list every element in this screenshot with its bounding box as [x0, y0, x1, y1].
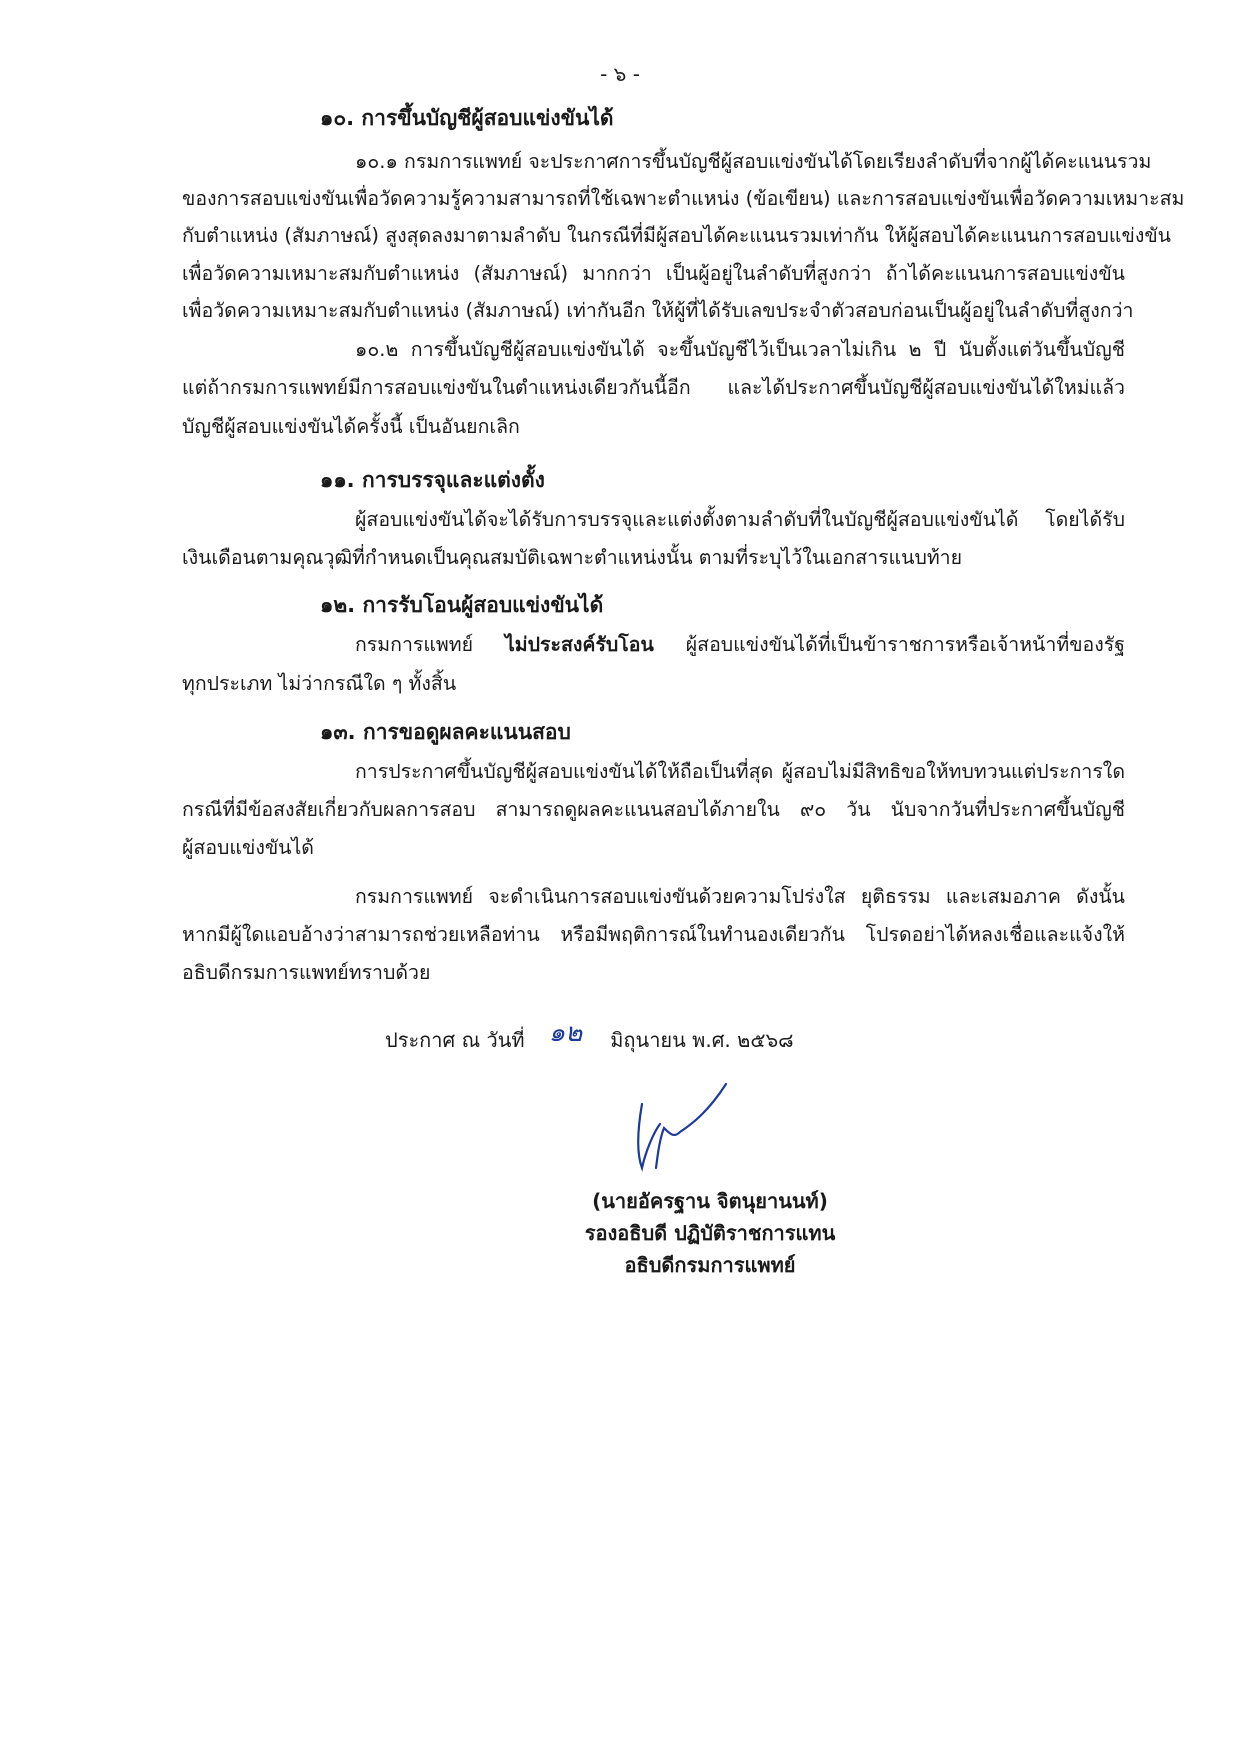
section-12-line-2: ทุกประเภท ไม่ว่ากรณีใด ๆ ทั้งสิ้น — [182, 672, 457, 695]
signer-name: (นายอัครฐาน จิตนุยานนท์) — [592, 1189, 828, 1213]
section-13-line-1: การประกาศขึ้นบัญชีผู้สอบแข่งขันได้ให้ถือเป็นที่สุด ผู้สอบไม่มีสิทธิขอให้ทบทวนแต่ประการใด — [355, 760, 1125, 783]
section-10-line-1: ๑๐.๑ กรมการแพทย์ จะประกาศการขึ้นบัญชีผู้สอบแข่งขันได้โดยเรียงลำดับที่จากผู้ได้คะแนนรวม — [355, 150, 1152, 173]
section-12-line-1 — [355, 629, 1125, 660]
section-13-line-2: กรณีที่มีข้อสงสัยเกี่ยวกับผลการสอบ สามารถดูผลคะแนนสอบได้ภายใน ๙๐ วัน นับจากวันที่ประกาศขึ้นบัญชี — [182, 798, 1125, 821]
closing-line-2: หากมีผู้ใดแอบอ้างว่าสามารถช่วยเหลือท่าน หรือมีพฤติการณ์ในทำนองเดียวกัน โปรดอย่าได้หลงเชื่อและแจ้งให้ — [182, 923, 1125, 946]
section-10-line-6: ๑๐.๒ การขึ้นบัญชีผู้สอบแข่งขันได้ จะขึ้นบัญชีไว้เป็นเวลาไม่เกิน ๒ ปี นับตั้งแต่วันขึ้นบัญชี — [355, 338, 1125, 361]
section-11-line-1: ผู้สอบแข่งขันได้จะได้รับการบรรจุและแต่งตั้งตามลำดับที่ในบัญชีผู้สอบแข่งขันได้ โดยได้รับ — [355, 508, 1125, 531]
section-12-text-b: ผู้สอบแข่งขันได้ที่เป็นข้าราชการหรือเจ้าหน้าที่ของรัฐ — [653, 633, 1125, 656]
signer-title-1: รองอธิบดี ปฏิบัติราชการแทน — [584, 1221, 836, 1245]
section-12-heading: ๑๒. การรับโอนผู้สอบแข่งขันได้ — [320, 593, 604, 617]
section-11-line-2: เงินเดือนตามคุณวุฒิที่กำหนดเป็นคุณสมบัติเฉพาะตำแหน่งนั้น ตามที่ระบุไว้ในเอกสารแนบท้าย — [182, 546, 963, 569]
signer-title-2: อธิบดีกรมการแพทย์ — [624, 1253, 796, 1277]
announcement-day: ๑๒ — [548, 1018, 583, 1048]
section-12-emphasis: ไม่ประสงค์รับโอน — [505, 633, 654, 656]
section-10-line-8: บัญชีผู้สอบแข่งขันได้ครั้งนี้ เป็นอันยกเลิก — [182, 415, 520, 438]
section-13-line-3: ผู้สอบแข่งขันได้ — [182, 836, 314, 859]
handwritten-signature — [630, 1072, 750, 1182]
section-10-line-4: เพื่อวัดความเหมาะสมกับตำแหน่ง (สัมภาษณ์) มากกว่า เป็นผู้อยู่ในลำดับที่สูงกว่า ถ้าได้คะแนนการสอบแข่งขัน — [182, 262, 1125, 285]
section-10-heading: ๑๐. การขึ้นบัญชีผู้สอบแข่งขันได้ — [320, 106, 614, 130]
section-13-heading: ๑๓. การขอดูผลคะแนนสอบ — [320, 720, 571, 744]
section-11-heading: ๑๑. การบรรจุและแต่งตั้ง — [320, 468, 545, 492]
page-number: - ๖ - — [600, 62, 640, 86]
section-12-text-a: กรมการแพทย์ — [355, 633, 505, 656]
section-10-line-7: แต่ถ้ากรมการแพทย์มีการสอบแข่งขันในตำแหน่งเดียวกันนี้อีก และได้ประกาศขึ้นบัญชีผู้สอบแข่งขันได้ใหม่แล้ว — [182, 376, 1125, 399]
section-10-line-5: เพื่อวัดความเหมาะสมกับตำแหน่ง (สัมภาษณ์) เท่ากันอีก ให้ผู้ที่ได้รับเลขประจำตัวสอบก่อนเป็นผู้อยู่ในลำดับที่สูงกว่า — [182, 299, 1134, 322]
signature-block — [520, 1185, 900, 1281]
announcement-month-year: มิถุนายน พ.ศ. ๒๕๖๘ — [610, 1028, 794, 1052]
section-10-line-2: ของการสอบแข่งขันเพื่อวัดความรู้ความสามารถที่ใช้เฉพาะตำแหน่ง (ข้อเขียน) และการสอบแข่งขันเพื่อวัดความเหมาะสม — [182, 187, 1185, 210]
section-10-line-3: กับตำแหน่ง (สัมภาษณ์) สูงสุดลงมาตามลำดับ ในกรณีที่มีผู้สอบได้คะแนนรวมเท่ากัน ให้ผู้สอบได้คะแนนการสอบแข่งขัน — [182, 224, 1172, 247]
closing-line-3: อธิบดีกรมการแพทย์ทราบด้วย — [182, 961, 431, 984]
closing-line-1: กรมการแพทย์ จะดำเนินการสอบแข่งขันด้วยความโปร่งใส ยุติธรรม และเสมอภาค ดังนั้น — [355, 885, 1125, 908]
announcement-prefix: ประกาศ ณ วันที่ — [385, 1028, 525, 1052]
announcement-date — [385, 1018, 794, 1059]
